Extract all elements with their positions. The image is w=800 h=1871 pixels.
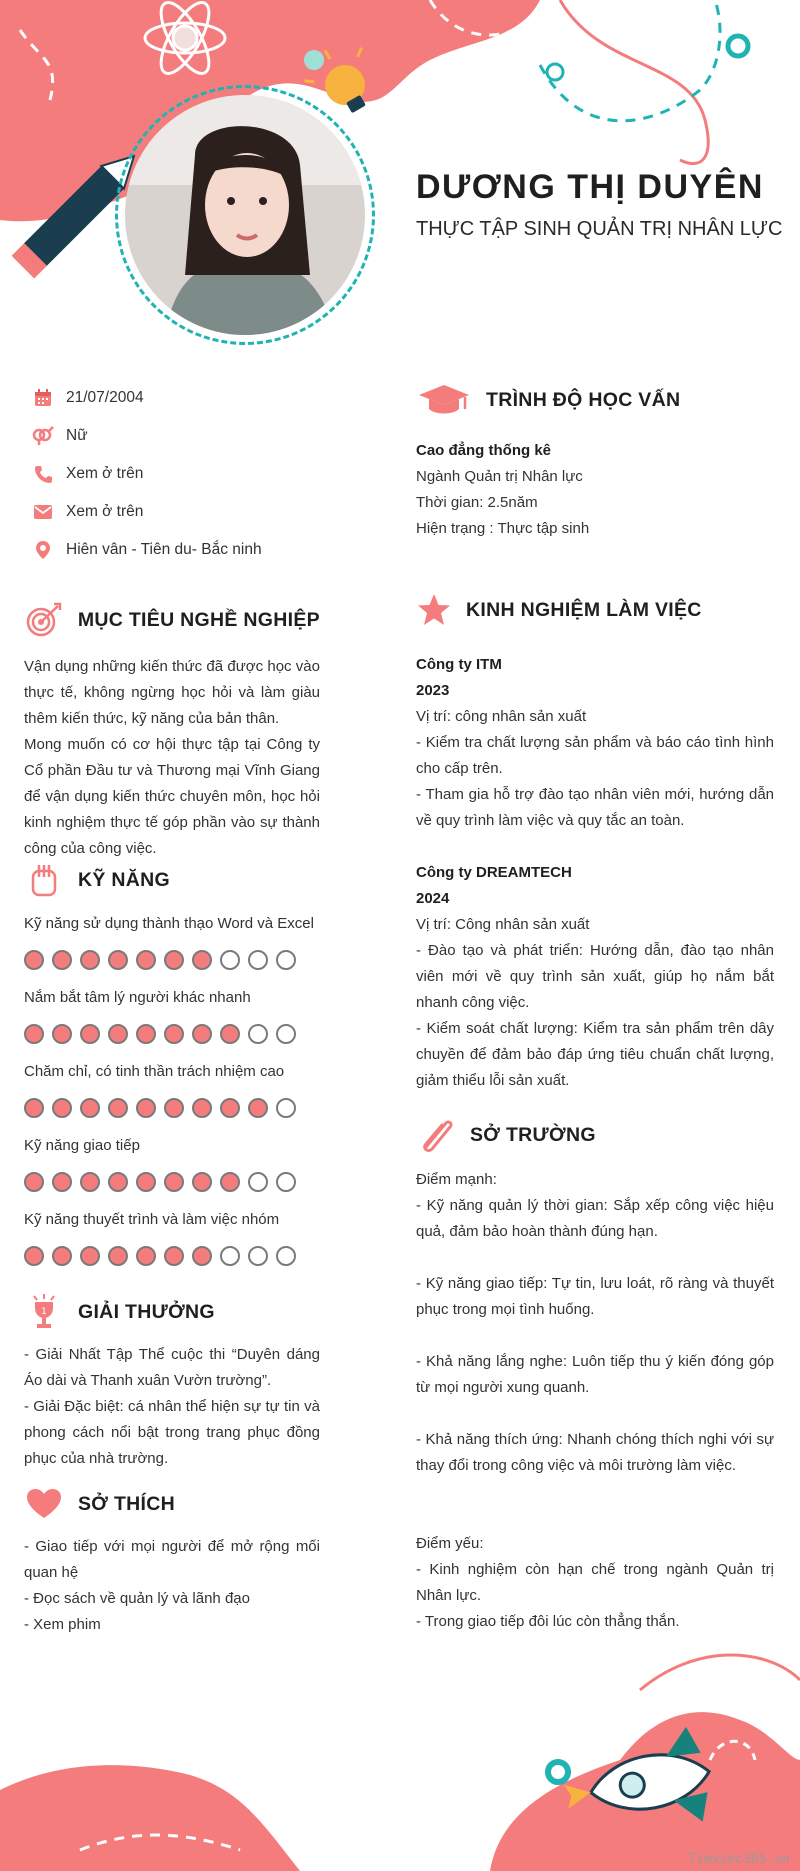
job-duty: - Đào tạo và phát triển: Hướng dẫn, đào tạo nhân viên mới về quy trình sản xuất, giúp họ nắm bắt nhanh công việc. [416,942,774,1011]
section-title: KỸ NĂNG [78,868,171,891]
rating-dot-empty [276,1172,296,1192]
job-title: THỰC TẬP SINH QUẢN TRỊ NHÂN LỰC [416,218,783,240]
strength-line: - Khả năng thích ứng: Nhanh chóng thích nghi với sự thay đổi trong công việc và môi trường làm việc. [416,1431,774,1474]
strength-line: - Kỹ năng quản lý thời gian: Sắp xếp công việc hiệu quả, đảm bảo hoàn thành đúng hạn. [416,1197,774,1240]
job-duty: - Kiểm soát chất lượng: Kiểm tra sản phẩm trên dây chuyền để đảm bảo đáp ứng tiêu chuẩn chất lượng, giảm thiểu lỗi sản xuất. [416,1020,774,1089]
rating-dot-filled [192,950,212,970]
weakness-label: Điểm yếu: [416,1535,484,1552]
hobbies-text [24,1534,320,1638]
rating-dot-filled [164,950,184,970]
rating-dot-filled [108,950,128,970]
rating-dot-filled [108,1172,128,1192]
objective-text [24,654,320,862]
education-duration: Thời gian: 2.5năm [416,494,538,511]
skill-row [24,1208,324,1268]
hobbies-heading [24,1484,320,1524]
objective-paragraph: Vận dụng những kiến thức đã được học vào thực tế, không ngừng học hỏi và làm giàu thêm kiến thức, kỹ năng của bản thân. [24,658,320,727]
skills-list [24,912,324,1268]
rating-dot-filled [52,1172,72,1192]
rating-dot-filled [220,1024,240,1044]
education-major: Ngành Quản trị Nhân lực [416,468,583,485]
hobby-line: - Giao tiếp với mọi người để mở rộng mối quan hệ [24,1538,320,1581]
rating-dot-filled [24,950,44,970]
skill-name: Kỹ năng thuyết trình và làm việc nhóm [24,1211,280,1228]
strength-line: - Khả năng lắng nghe: Luôn tiếp thu ý kiến đóng góp từ mọi người xung quanh. [416,1353,774,1396]
calendar-icon [28,387,58,409]
rating-dot-filled [24,1098,44,1118]
rating-dot-empty [248,1246,268,1266]
paperclip-icon [416,1115,456,1155]
rating-dot-filled [80,1098,100,1118]
hobby-line: - Đọc sách về quản lý và lãnh đạo [24,1590,250,1607]
rating-dot-filled [80,1172,100,1192]
experience-heading [416,590,774,630]
location-icon [28,539,58,561]
rating-dot-filled [164,1246,184,1266]
education-text [416,438,774,542]
contact-email [0,493,330,531]
skills-section [24,860,324,1282]
fist-icon [24,860,64,900]
rating-dot-filled [164,1098,184,1118]
rating-dot-empty [220,1246,240,1266]
rating-dot-filled [52,950,72,970]
job-year: 2023 [416,682,450,699]
rating-dot-filled [24,1024,44,1044]
trophy-icon [24,1292,64,1332]
contact-text: Xem ở trên [66,503,144,520]
rating-dot-filled [192,1246,212,1266]
rating-dot-filled [52,1098,72,1118]
watermark: Timviec365.vn [688,1852,790,1867]
rating-dot-filled [220,1172,240,1192]
rating-dot-filled [52,1246,72,1266]
strength-line: - Kỹ năng giao tiếp: Tự tin, lưu loát, rõ ràng và thuyết phục trong mọi tình huống. [416,1275,774,1318]
rating-dot-filled [192,1024,212,1044]
award-line: - Giải Nhất Tập Thể cuộc thi “Duyên dáng Áo dài và Thanh xuân Vườn trường”. [24,1346,320,1389]
rating-dot-filled [136,1172,156,1192]
section-title: MỤC TIÊU NGHỀ NGHIỆP [77,608,320,631]
rating-dot-filled [52,1024,72,1044]
objective-section [24,600,320,862]
target-icon [24,600,64,640]
skill-row [24,1134,324,1194]
rating-dot-filled [136,1024,156,1044]
skills-heading [24,860,324,900]
skill-rating [24,1244,324,1268]
rating-dot-empty [248,950,268,970]
rating-dot-filled [108,1024,128,1044]
heart-icon [24,1484,64,1524]
rating-dot-filled [136,1246,156,1266]
phone-icon [28,463,58,485]
rating-dot-filled [220,1098,240,1118]
rating-dot-filled [80,950,100,970]
contact-phone [0,455,330,493]
rating-dot-empty [276,1098,296,1118]
weakness-line: - Trong giao tiếp đôi lúc còn thẳng thắn. [416,1613,680,1630]
avatar [125,95,365,335]
job-role: Vị trí: Công nhân sản xuất [416,916,590,933]
skill-row [24,1060,324,1120]
skill-rating [24,1096,324,1120]
contact-list [0,379,330,569]
contact-text: Nữ [66,427,88,444]
rating-dot-empty [220,950,240,970]
strengths-text [416,1167,774,1635]
skill-rating [24,1170,324,1194]
education-section [416,380,774,542]
svg-text:1: 1 [41,1307,47,1317]
graduation-cap-icon [416,380,472,420]
rating-dot-filled [136,1098,156,1118]
awards-text [24,1342,320,1472]
skill-rating [24,1022,324,1046]
awards-heading [24,1292,320,1332]
objective-heading [24,600,320,640]
contact-address [0,531,330,569]
rating-dot-filled [248,1098,268,1118]
job-duty: - Tham gia hỗ trợ đào tạo nhân viên mới, hướng dẫn về quy trình làm việc và quy tắc an toàn. [416,786,774,829]
rating-dot-filled [24,1246,44,1266]
email-icon [28,501,58,523]
objective-paragraph: Mong muốn có cơ hội thực tập tại Công ty Cổ phần Đầu tư và Thương mại Vĩnh Giang để vận dụng kiến thức chuyên môn, học hỏi kinh nghiệm thực tế góp phần vào sự thành công của công việc. [24,736,320,857]
strengths-section [416,1115,774,1635]
rating-dot-filled [192,1098,212,1118]
hobby-line: - Xem phim [24,1616,101,1633]
rating-dot-filled [164,1172,184,1192]
award-line: - Giải Đặc biệt: cá nhân thể hiện sự tự tin và phong cách nổi bật trong trang phục đồng phục của nhà trường. [24,1398,320,1467]
skill-rating [24,948,324,972]
education-heading [416,380,774,420]
awards-section [24,1292,320,1472]
contact-text: 21/07/2004 [66,389,144,406]
contact-gender [0,417,330,455]
rating-dot-filled [136,950,156,970]
rating-dot-empty [248,1024,268,1044]
rating-dot-filled [108,1246,128,1266]
rating-dot-filled [164,1024,184,1044]
contact-text: Hiên vân - Tiên du- Bắc ninh [66,541,262,558]
school-name: Cao đẳng thống kê [416,442,551,459]
experience-list [416,652,774,1094]
star-icon [416,590,452,630]
strengths-heading [416,1115,774,1155]
job-role: Vị trí: công nhân sản xuất [416,708,587,725]
rating-dot-filled [80,1246,100,1266]
rating-dot-filled [80,1024,100,1044]
company-name: Công ty DREAMTECH [416,864,572,881]
rating-dot-empty [248,1172,268,1192]
rating-dot-empty [276,1024,296,1044]
section-title: SỞ TRƯỜNG [470,1123,596,1146]
rating-dot-filled [108,1098,128,1118]
rating-dot-filled [192,1172,212,1192]
hobbies-section [24,1484,320,1638]
rating-dot-empty [276,950,296,970]
contact-text: Xem ở trên [66,465,144,482]
skill-name: Nắm bắt tâm lý người khác nhanh [24,989,251,1006]
section-title: SỞ THÍCH [78,1492,176,1515]
job-duty: - Kiểm tra chất lượng sản phẩm và báo cáo tình hình cho cấp trên. [416,734,774,777]
section-title: TRÌNH ĐỘ HỌC VẤN [486,388,681,411]
skill-row [24,986,324,1046]
rating-dot-filled [24,1172,44,1192]
contact-dob [0,379,330,417]
skill-name: Chăm chỉ, có tinh thần trách nhiệm cao [24,1063,285,1080]
gender-icon [28,425,58,447]
company-name: Công ty ITM [416,656,502,673]
candidate-name: DƯƠNG THỊ DUYÊN [416,168,764,206]
weakness-line: - Kinh nghiệm còn hạn chế trong ngành Quản trị Nhân lực. [416,1561,774,1604]
section-title: GIẢI THƯỞNG [78,1300,215,1323]
section-title: KINH NGHIỆM LÀM VIỆC [466,598,702,621]
skill-name: Kỹ năng giao tiếp [24,1137,140,1154]
skill-row [24,912,324,972]
skill-name: Kỹ năng sử dụng thành thạo Word và Excel [24,915,314,932]
strengths-label: Điểm mạnh: [416,1171,497,1188]
job-year: 2024 [416,890,450,907]
rating-dot-empty [276,1246,296,1266]
experience-section [416,590,774,1094]
education-status: Hiện trạng : Thực tập sinh [416,520,590,537]
